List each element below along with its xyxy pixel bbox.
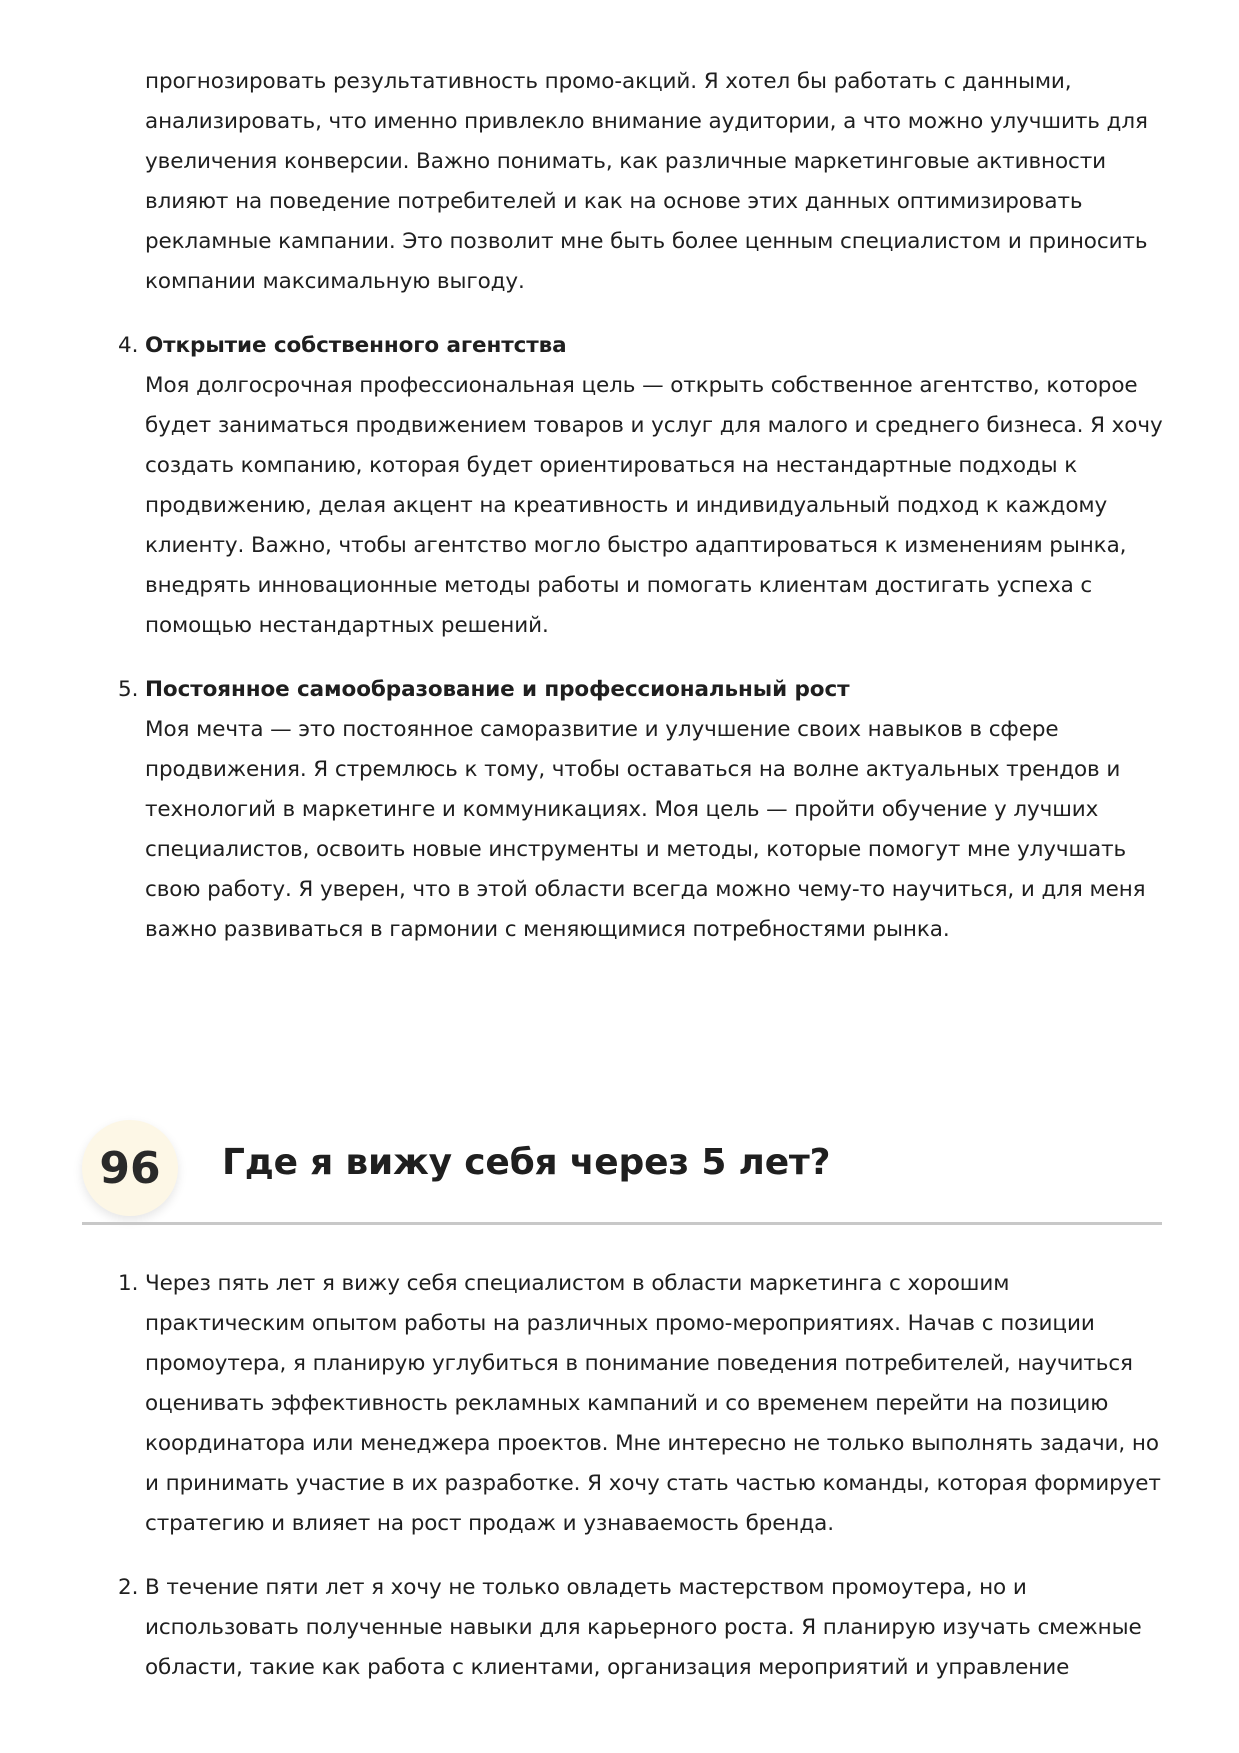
section-number-badge: 96 bbox=[82, 1120, 178, 1216]
list-number: 5. bbox=[118, 677, 139, 702]
intro-paragraph: прогнозировать результативность промо-акций. Я хотел бы работать с данными, анализировать, что именно привлекло внимание аудитории, а что можно улучшить для увеличения конверсии. Важно понимать, как различные маркетинговые активности влияют на поведение потребителей и как на основе этих данных оптимизировать рекламные кампании. Это позволит мне быть более ценным специалистом и приносить компании максимальную выгоду. bbox=[145, 69, 1148, 294]
list-item-answer-2 bbox=[118, 1568, 1168, 1688]
list-item-answer-1 bbox=[118, 1264, 1168, 1544]
section-title: Где я вижу себя через 5 лет? bbox=[222, 1142, 831, 1183]
section-divider bbox=[82, 1222, 1162, 1225]
list-item-goal-4 bbox=[118, 326, 1168, 646]
list-number: 2. bbox=[118, 1575, 139, 1600]
answer-text: В течение пяти лет я хочу не только овладеть мастерством промоутера, но и использовать полученные навыки для карьерного роста. Я планирую изучать смежные области, такие как работа с клиентами, организация мероприятий и управление bbox=[145, 1575, 1142, 1680]
goal-heading: Открытие собственного агентства bbox=[145, 333, 567, 358]
goal-text: Моя долгосрочная профессиональная цель — открыть собственное агентство, которое будет заниматься продвижением товаров и услуг для малого и среднего бизнеса. Я хочу создать компанию, которая будет ориентироваться на нестандартные подходы к продвижению, делая акцент на креативность и индивидуальный подход к каждому клиенту. Важно, чтобы агентство могло быстро адаптироваться к изменениям рынка, внедрять инновационные методы работы и помогать клиентам достигать успеха с помощью нестандартных решений. bbox=[145, 373, 1163, 638]
list-item-goal-5 bbox=[118, 670, 1168, 950]
list-number: 1. bbox=[118, 1271, 139, 1296]
goal-heading: Постоянное самообразование и профессиональный рост bbox=[145, 677, 850, 702]
answer-text: Через пять лет я вижу себя специалистом в области маркетинга с хорошим практическим опытом работы на различных промо-мероприятиях. Начав с позиции промоутера, я планирую углубиться в понимание поведения потребителей, научиться оценивать эффективность рекламных кампаний и со временем перейти на позицию координатора или менеджера проектов. Мне интересно не только выполнять задачи, но и принимать участие в их разработке. Я хочу стать частью команды, которая формирует стратегию и влияет на рост продаж и узнаваемость бренда. bbox=[145, 1271, 1161, 1536]
section-header bbox=[82, 1120, 1162, 1232]
goal-text: Моя мечта — это постоянное саморазвитие и улучшение своих навыков в сфере продвижения. Я стремлюсь к тому, чтобы оставаться на волне актуальных трендов и технологий в маркетинге и коммуникациях. Моя цель — пройти обучение у лучших специалистов, освоить новые инструменты и методы, которые помогут мне улучшать свою работу. Я уверен, что в этой области всегда можно чему-то научиться, и для меня важно развиваться в гармонии с меняющимися потребностями рынка. bbox=[145, 717, 1146, 942]
list-number: 4. bbox=[118, 333, 139, 358]
